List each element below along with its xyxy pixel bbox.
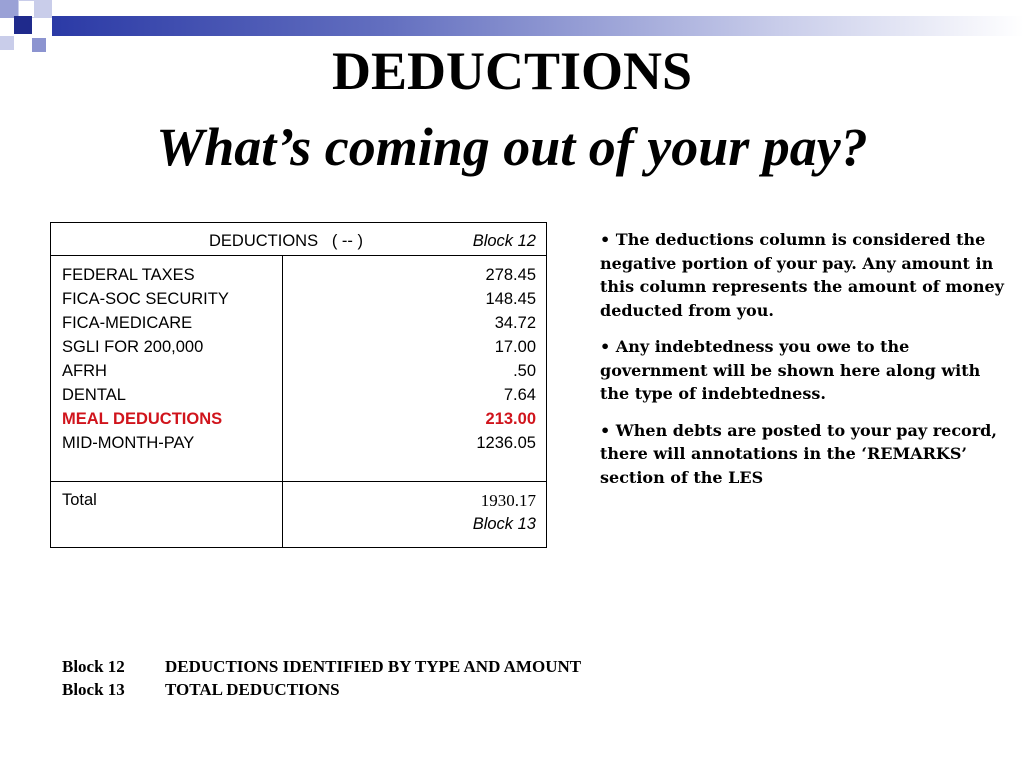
deduction-amount: 1236.05: [476, 434, 536, 452]
total-amount: 1930.17: [480, 491, 536, 510]
slide-title: DEDUCTIONS: [331, 41, 693, 101]
deduction-amounts: [476, 263, 536, 455]
deduction-amount: 34.72: [494, 314, 536, 332]
deduction-labels: [62, 263, 229, 455]
table-header-block: Block 12: [472, 232, 536, 250]
note-item: • Any indebtedness you owe to the government will be shown here along with the type of indebtedness.: [600, 337, 981, 403]
deduction-amount: 17.00: [494, 338, 536, 356]
explanation-notes: [600, 228, 1008, 502]
deduction-amount: .50: [513, 362, 536, 380]
table-header-title: DEDUCTIONS ( -- ): [209, 232, 363, 250]
legend-row: [62, 655, 581, 678]
note-item: • The deductions column is considered the negative portion of your pay. Any amount in this column represents the amount of money deducted from you.: [600, 230, 1004, 320]
deduction-label: SGLI FOR 200,000: [62, 338, 204, 356]
deductions-table: [50, 222, 547, 548]
legend-text: DEDUCTIONS IDENTIFIED BY TYPE AND AMOUNT: [165, 657, 582, 676]
deduction-label: FICA-SOC SECURITY: [62, 290, 229, 308]
deduction-amount: 148.45: [485, 290, 536, 308]
note-item: • When debts are posted to your pay record, there will annotations in the ‘REMARKS’ section of the LES: [600, 420, 997, 487]
legend-row: [62, 678, 581, 701]
meal-deduction-label: MEAL DEDUCTIONS: [62, 410, 223, 428]
legend-key: Block 13: [62, 680, 125, 699]
deduction-label: AFRH: [62, 362, 107, 380]
legend-key: Block 12: [62, 657, 125, 676]
total-block-label: Block 13: [472, 515, 536, 533]
meal-deduction-amount: 213.00: [485, 410, 536, 428]
deduction-amount: 7.64: [503, 386, 536, 404]
decorative-gradient-band: [52, 16, 1024, 36]
block-legend: [62, 655, 581, 701]
total-label: Total: [62, 491, 97, 509]
decor-square: [34, 18, 52, 34]
deduction-label: FICA-MEDICARE: [62, 314, 193, 332]
legend-text: TOTAL DEDUCTIONS: [165, 680, 340, 699]
decor-square: [14, 16, 32, 34]
slide-subtitle: What’s coming out of your pay?: [156, 117, 868, 177]
deduction-label: MID-MONTH-PAY: [62, 434, 195, 452]
column-divider: [282, 255, 283, 547]
row-divider: [51, 481, 546, 482]
table-header: [51, 223, 546, 256]
deduction-amount: 278.45: [485, 266, 536, 284]
decor-square: [34, 0, 52, 18]
deduction-label: DENTAL: [62, 386, 126, 404]
deduction-label: FEDERAL TAXES: [62, 266, 195, 284]
